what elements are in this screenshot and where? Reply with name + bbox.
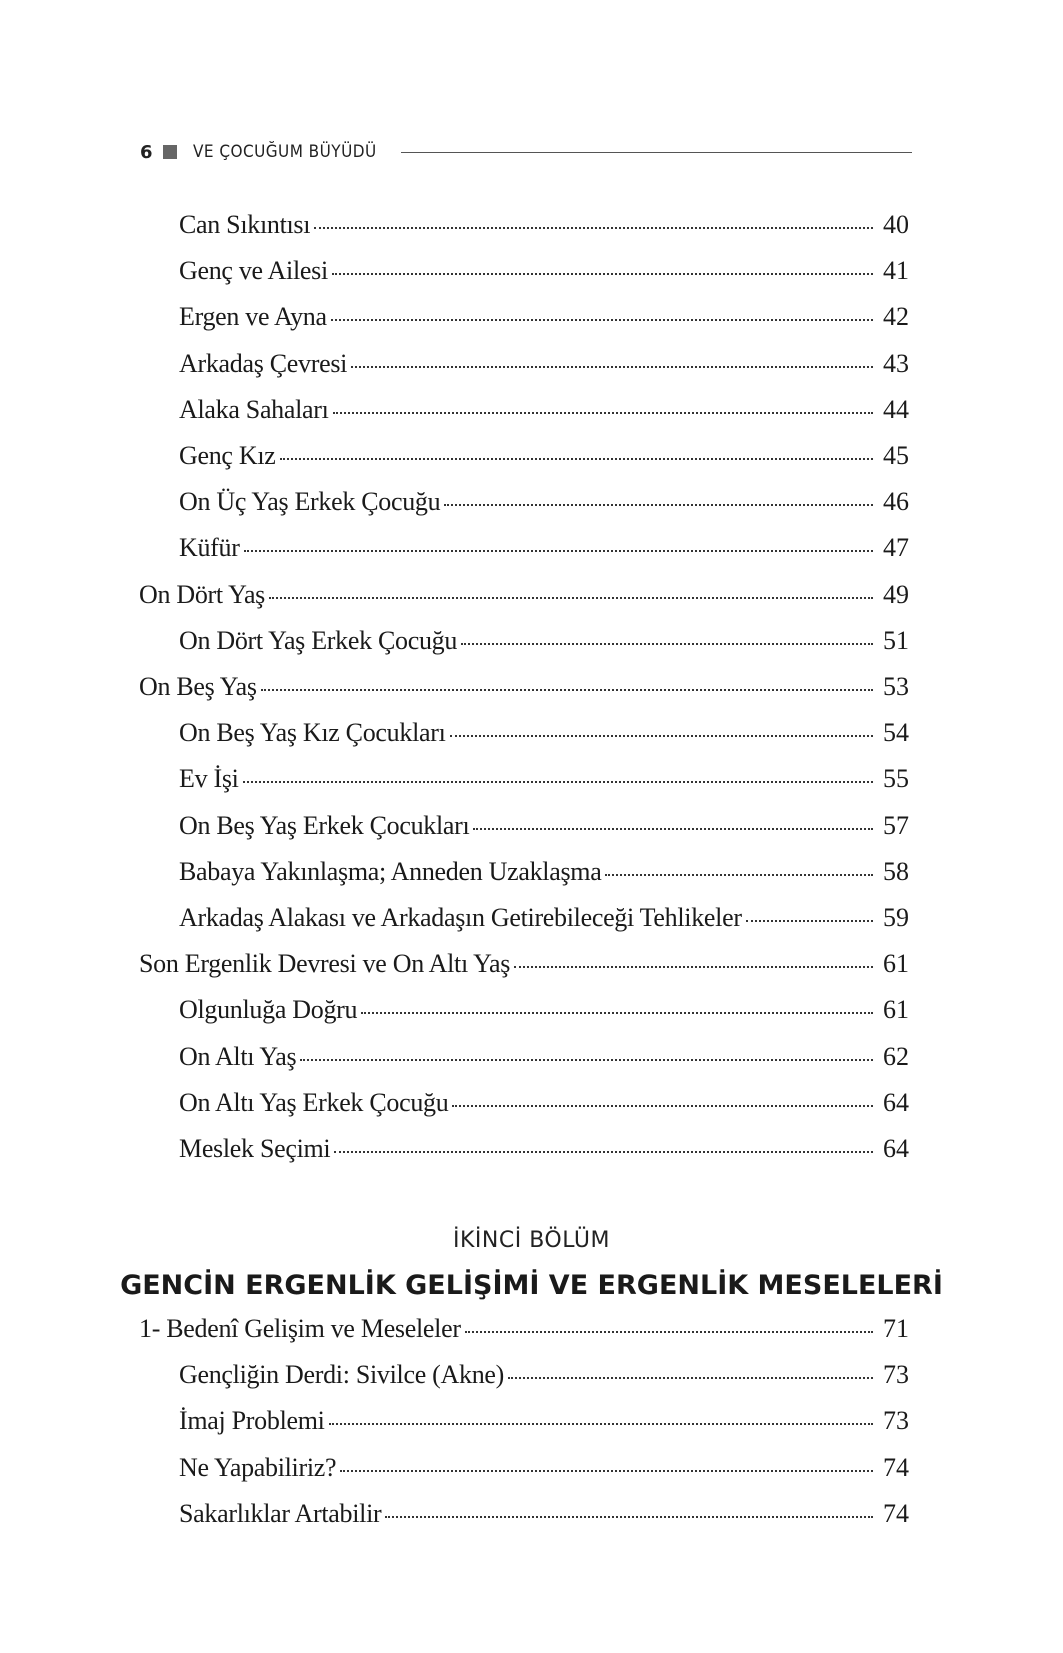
toc-entry-title: On Beş Yaş <box>139 672 257 701</box>
toc-entry[interactable] <box>139 1314 909 1354</box>
toc-entry-page: 58 <box>883 856 909 886</box>
toc-entry-page: 49 <box>883 579 909 609</box>
toc-entry-title: On Dört Yaş <box>139 579 266 609</box>
running-title: VE ÇOCUĞUM BÜYÜDÜ <box>192 142 377 162</box>
toc-entry-title: İmaj Problemi <box>179 1406 325 1436</box>
toc-entry-page: 45 <box>883 441 909 470</box>
toc-entry-title: Ergen ve Ayna <box>179 302 327 332</box>
toc-entry[interactable] <box>179 718 909 758</box>
part-label: İKİNCİ BÖLÜM <box>453 1228 610 1253</box>
dot-leader <box>514 964 873 968</box>
toc-entry[interactable] <box>179 1360 909 1400</box>
dot-leader <box>331 317 873 321</box>
dot-leader <box>334 1149 873 1153</box>
toc-entry-page: 61 <box>883 995 909 1025</box>
dot-leader <box>385 1514 873 1518</box>
toc-entry-title: Alaka Sahaları <box>179 394 329 424</box>
toc-entry[interactable] <box>179 995 909 1035</box>
toc-entry-page: 74 <box>883 1452 909 1482</box>
part-title: GENCİN ERGENLİK GELİŞİMİ VE ERGENLİK MESELELERİ <box>120 1270 943 1301</box>
toc-entry[interactable] <box>139 672 909 712</box>
square-bullet-icon <box>163 145 177 159</box>
toc-entry-page: 62 <box>883 1041 909 1071</box>
toc-entry[interactable] <box>179 395 909 435</box>
header-rule <box>401 152 912 153</box>
dot-leader <box>243 779 873 783</box>
toc-entry[interactable] <box>179 349 909 389</box>
toc-entry-title: Ne Yapabiliriz? <box>179 1452 337 1482</box>
toc-entry[interactable] <box>179 210 909 250</box>
toc-entry-title: On Altı Yaş Erkek Çocuğu <box>179 1087 449 1117</box>
toc-entry-page: 73 <box>883 1406 909 1436</box>
toc-entry-page: 61 <box>883 949 909 979</box>
dot-leader <box>444 502 873 506</box>
dot-leader <box>351 364 873 368</box>
dot-leader <box>361 1010 873 1014</box>
dot-leader <box>269 595 873 599</box>
toc-entry[interactable] <box>179 857 909 897</box>
toc-entry-page: 57 <box>883 810 909 840</box>
toc-entry[interactable] <box>179 1088 909 1128</box>
toc-entry[interactable] <box>179 441 909 481</box>
dot-leader <box>452 1103 873 1107</box>
toc-entry-title: Babaya Yakınlaşma; Anneden Uzaklaşma <box>179 856 602 886</box>
dot-leader <box>450 733 873 737</box>
toc-entry-page: 54 <box>883 718 909 748</box>
toc-entry[interactable] <box>179 626 909 666</box>
toc-entry[interactable] <box>179 533 909 573</box>
toc-entry[interactable] <box>179 1406 909 1446</box>
toc-entry[interactable] <box>179 302 909 342</box>
running-header <box>140 140 912 164</box>
toc-entry-title: Meslek Seçimi <box>179 1134 331 1163</box>
toc-entry-page: 64 <box>883 1134 909 1163</box>
toc-entry-title: On Altı Yaş <box>179 1041 297 1071</box>
dot-leader <box>333 410 873 414</box>
dot-leader <box>332 271 873 275</box>
toc-entry-title: On Beş Yaş Kız Çocukları <box>179 718 446 748</box>
toc-entry-page: 64 <box>883 1087 909 1117</box>
toc-entry-page: 43 <box>883 348 909 378</box>
toc-entry-title: Genç Kız <box>179 441 276 470</box>
toc-entry[interactable] <box>179 1453 909 1493</box>
toc-entry[interactable] <box>139 580 909 620</box>
dot-leader <box>473 826 873 830</box>
toc-entry-page: 51 <box>883 625 909 655</box>
toc-entry[interactable] <box>179 1042 909 1082</box>
toc-entry-title: 1- Bedenî Gelişim ve Meseleler <box>139 1314 461 1343</box>
toc-entry-page: 47 <box>883 533 909 563</box>
toc-entry-page: 59 <box>883 903 909 932</box>
toc-entry-title: Genç ve Ailesi <box>179 256 328 286</box>
dot-leader <box>461 641 873 645</box>
toc-entry[interactable] <box>179 811 909 851</box>
toc-entry-page: 44 <box>883 394 909 424</box>
toc-entry-title: Olgunluğa Doğru <box>179 995 358 1025</box>
dot-leader <box>261 687 873 691</box>
toc-entry-page: 53 <box>883 672 909 701</box>
toc-entry-title: Sakarlıklar Artabilir <box>179 1498 382 1528</box>
dot-leader <box>329 1421 873 1425</box>
toc-entry[interactable] <box>179 487 909 527</box>
dot-leader <box>605 872 873 876</box>
dot-leader <box>280 456 874 460</box>
toc-entry[interactable] <box>139 949 909 989</box>
toc-entry-page: 46 <box>883 487 909 517</box>
toc-entry-title: Ev İşi <box>179 764 239 794</box>
toc-entry-title: Son Ergenlik Devresi ve On Altı Yaş <box>139 949 511 979</box>
dot-leader <box>340 1468 873 1472</box>
toc-entry-page: 74 <box>883 1498 909 1528</box>
page-number: 6 <box>140 141 153 163</box>
toc-entry-title: Küfür <box>179 533 240 563</box>
toc-entry[interactable] <box>179 1134 909 1174</box>
toc-entry-title: On Üç Yaş Erkek Çocuğu <box>179 487 441 517</box>
toc-entry-page: 55 <box>883 764 909 794</box>
toc-entry-title: Gençliğin Derdi: Sivilce (Akne) <box>179 1360 504 1390</box>
toc-entry[interactable] <box>179 903 909 943</box>
toc-entry-page: 73 <box>883 1360 909 1390</box>
toc-entry-title: Can Sıkıntısı <box>179 210 311 239</box>
dot-leader <box>508 1375 873 1379</box>
toc-entry[interactable] <box>179 256 909 296</box>
toc-entry-page: 40 <box>883 210 909 239</box>
toc-entry[interactable] <box>179 1499 909 1539</box>
dot-leader <box>314 225 873 229</box>
dot-leader <box>746 918 873 922</box>
toc-entry-title: Arkadaş Çevresi <box>179 348 348 378</box>
dot-leader <box>465 1329 873 1333</box>
toc-entry-page: 41 <box>883 256 909 286</box>
toc-entry-title: On Beş Yaş Erkek Çocukları <box>179 810 470 840</box>
toc-entry-page: 71 <box>883 1314 909 1343</box>
toc-entry-title: On Dört Yaş Erkek Çocuğu <box>179 625 458 655</box>
toc-entry-page: 42 <box>883 302 909 332</box>
toc-entry[interactable] <box>179 764 909 804</box>
dot-leader <box>244 548 873 552</box>
dot-leader <box>300 1057 873 1061</box>
toc-entry-title: Arkadaş Alakası ve Arkadaşın Getirebileceği Tehlikeler <box>179 903 742 932</box>
